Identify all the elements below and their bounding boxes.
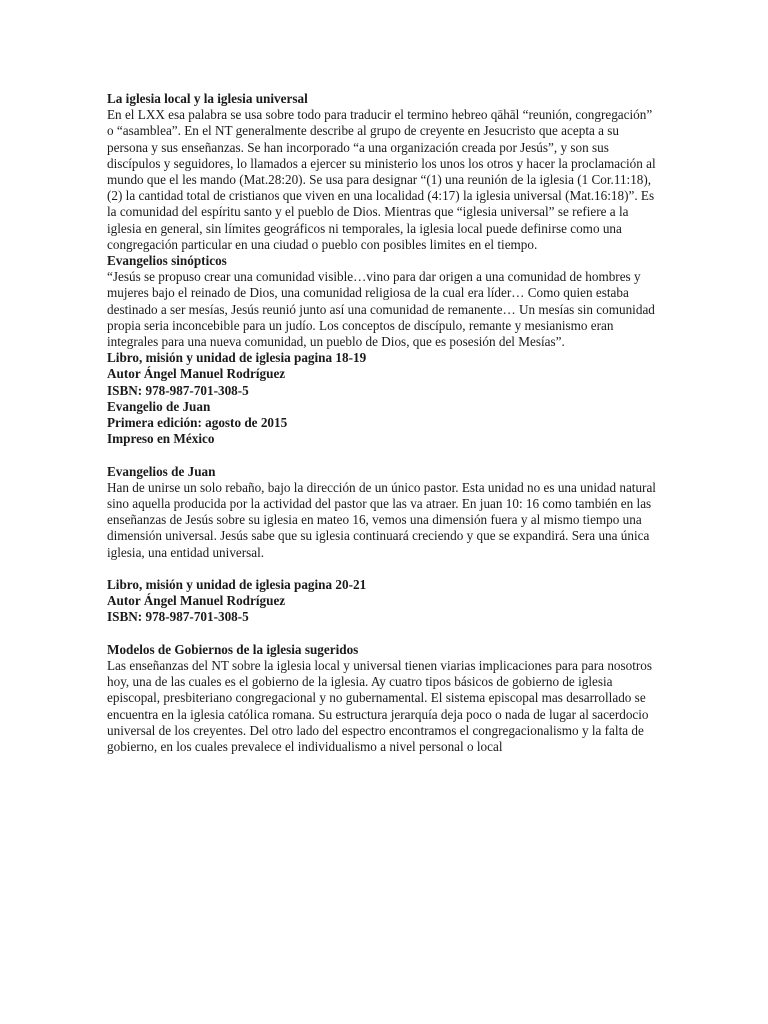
reference-line: Libro, misión y unidad de iglesia pagina 18-19 (107, 350, 367, 366)
reference-line: Autor Ángel Manuel Rodríguez (107, 366, 286, 382)
spacer (107, 447, 659, 463)
reference-line: Evangelio de Juan (107, 398, 211, 414)
section-iglesia-local-universal (107, 91, 659, 253)
section-body: En el LXX esa palabra se usa sobre todo para traducir el termino hebreo qāhāl “reunión, congregación” o “asamblea”. En el NT generalmente describe al grupo de creyente en Jesucristo que acepta a su persona y sus enseñanzas. Se han incorporado “a una organización creada por Jesús”, y son sus discípulos y seguidores, lo llamados a ejercer su ministerio los unos los otros y hacer la proclamación al mundo que el les mando (Mat.28:20). Se usa para designar “(1) una reunión de la iglesia (1 Cor.11:18), (2) la cantidad total de cristianos que viven en una localidad (4:17) la iglesia universal (Mat.16:18)”. Es la comunidad del espíritu santo y el pueblo de Dios. Mientras que “iglesia universal” se refiere a la iglesia en general, sin límites geográficos ni temporales, la iglesia local puede definirse como una congregación particular en una ciudad o pueblo con posibles limites en el tiempo. (107, 107, 656, 252)
section-heading: Evangelios sinópticos (107, 253, 227, 269)
section-body: Han de unirse un solo rebaño, bajo la dirección de un único pastor. Esta unidad no es una unidad natural sino aquella producida por la actividad del pastor que las va atraer. En juan 10: 16 como también en las enseñanzas de Jesús sobre su iglesia en mateo 16, vemos una dimensión fuera y al mismo tiempo una dimensión universal. Jesús sabe que su iglesia continuará creciendo y que se expandirá. Sera una única iglesia, una entidad universal. (107, 479, 656, 560)
reference-line: Libro, misión y unidad de iglesia pagina 20-21 (107, 577, 367, 593)
section-evangelios-sinopticos (107, 253, 659, 350)
section-heading: Evangelios de Juan (107, 463, 216, 479)
document-page (107, 91, 659, 755)
reference-block-2 (107, 577, 659, 626)
section-body: Las enseñanzas del NT sobre la iglesia local y universal tienen viarias implicaciones para para nosotros hoy, una de las cuales es el gobierno de la iglesia. Ay cuatro tipos básicos de gobierno de iglesia episcopal, presbiteriano congregacional y no gubernamental. El sistema episcopal mas desarrollado se encuentra en la iglesia católica romana. Su estructura jerarquía deja poco o nada de lugar al sacerdocio universal de los creyentes. Del otro lado del espectro encontramos el congregacionalismo y la falta de gobierno, en los cuales prevalece el individualismo a nivel personal o local (107, 658, 653, 755)
reference-block-1 (107, 350, 659, 447)
reference-line: ISBN: 978-987-701-308-5 (107, 609, 249, 625)
spacer (107, 626, 659, 642)
section-evangelios-de-juan (107, 464, 659, 561)
section-body: “Jesús se propuso crear una comunidad visible…vino para dar origen a una comunidad de hombres y mujeres bajo el reinado de Dios, una comunidad religiosa de la cual era líder… Como quien estaba destinado a ser mesías, Jesús reunió junto así una comunidad de remanente… Un mesías sin comunidad propia seria inconcebible para un judío. Los conceptos de discípulo, remante y mesianismo eran integrales para una nueva comunidad, un pueblo de Dios, que es posesión del Mesías”. (107, 269, 655, 350)
reference-line: Impreso en México (107, 431, 215, 447)
spacer (107, 561, 659, 577)
section-heading: La iglesia local y la iglesia universal (107, 91, 308, 106)
reference-line: ISBN: 978-987-701-308-5 (107, 382, 249, 398)
reference-line: Autor Ángel Manuel Rodríguez (107, 593, 286, 609)
reference-line: Primera edición: agosto de 2015 (107, 415, 288, 431)
section-modelos-gobierno (107, 642, 659, 755)
section-heading: Modelos de Gobiernos de la iglesia sugeridos (107, 641, 359, 657)
